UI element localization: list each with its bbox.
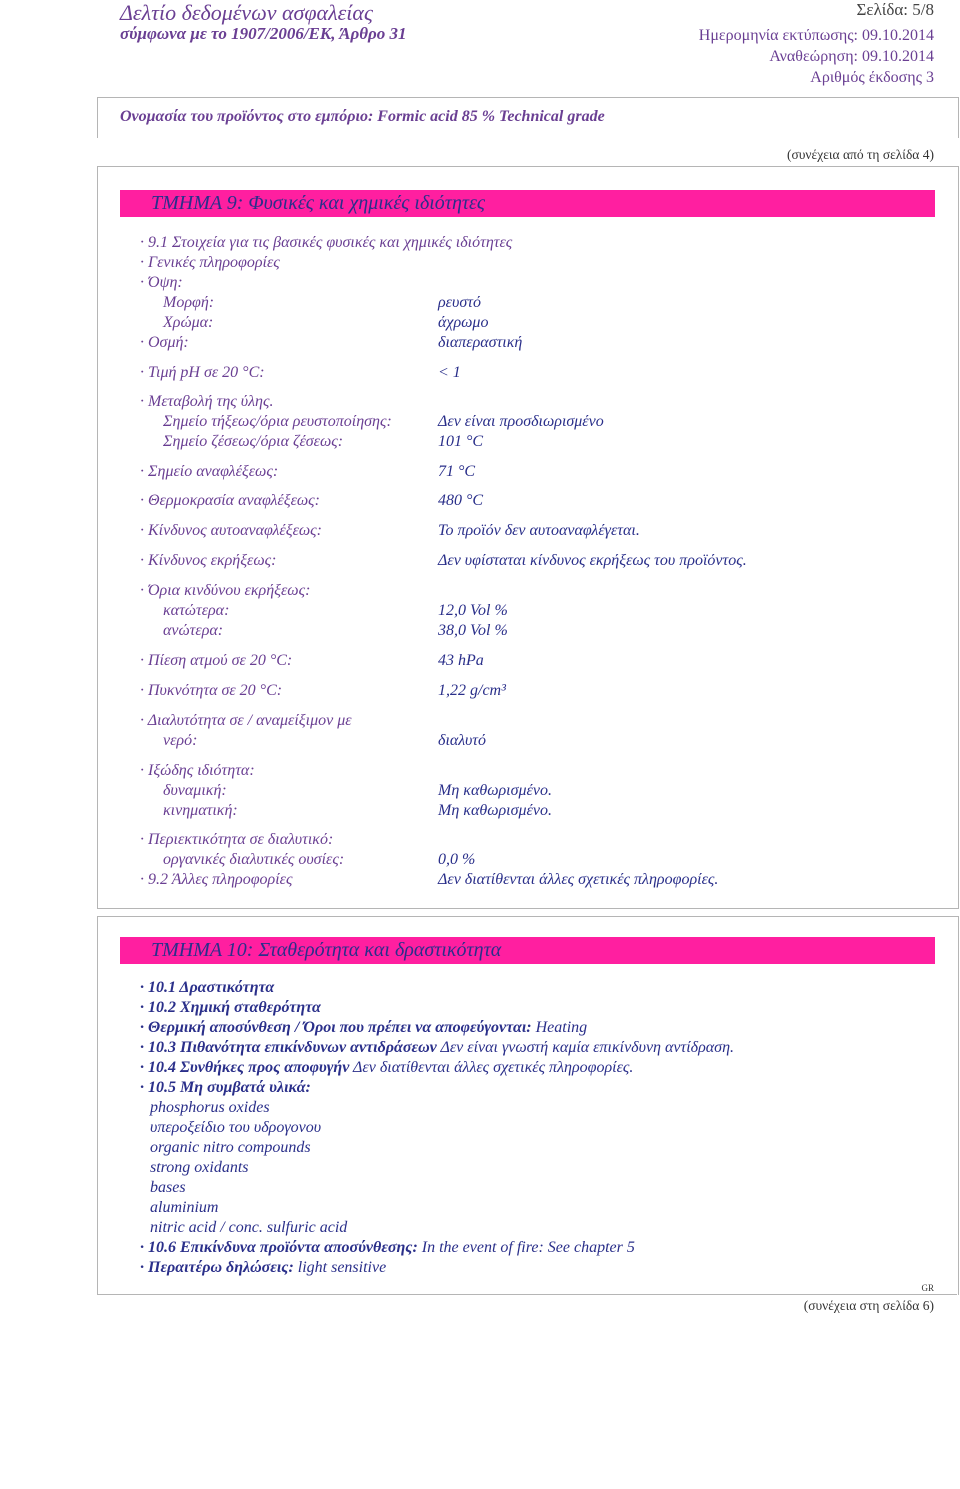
s9-value-self-ignition: Το προϊόν δεν αυτοαναφλέγεται. <box>438 522 640 539</box>
s9-value-flash-point: 71 °C <box>438 463 476 480</box>
s10-item-reactivity: · 10.1 Δραστικότητα <box>140 979 275 996</box>
s10-item-chemical-stability: · 10.2 Χημική σταθερότητα <box>140 999 321 1016</box>
s9-label-organic-solvents: οργανικές διαλυτικές ουσίες: <box>163 851 345 868</box>
s10-label-hazardous-reactions: · 10.3 Πιθανότητα επικίνδυνων αντιδράσεων <box>140 1039 437 1056</box>
s9-value-form: ρευστό <box>438 294 481 311</box>
section-9-title: ΤΜΗΜΑ 9: Φυσικές και χημικές ιδιότητες <box>151 192 486 214</box>
s9-label-ignition-temperature: · Θερμοκρασία αναφλέξεως: <box>140 492 320 509</box>
s9-value-ignition-temperature: 480 °C <box>438 492 484 509</box>
s9-value-boiling-point: 101 °C <box>438 433 484 450</box>
s10-value-thermal-decomposition: Heating <box>535 1019 588 1036</box>
s9-value-other-information: Δεν διατίθενται άλλες σχετικές πληροφορίες. <box>438 871 719 888</box>
s9-value-upper-limit: 38,0 Vol % <box>438 622 508 639</box>
s9-value-odor: διαπεραστική <box>438 334 523 351</box>
s9-value-kinematic: Μη καθωρισμένο. <box>438 802 552 819</box>
s10-incompatible-item: strong oxidants <box>150 1159 249 1176</box>
s10-value-conditions-to-avoid: Δεν διατίθενται άλλες σχετικές πληροφορίες. <box>353 1059 634 1076</box>
s9-label-color: Χρώμα: <box>163 314 214 331</box>
s10-incompatible-item: nitric acid / conc. sulfuric acid <box>150 1219 348 1236</box>
s9-item-basic-properties: · 9.1 Στοιχεία για τις βασικές φυσικές και χημικές ιδιότητες <box>140 234 513 251</box>
s10-incompatible-item: organic nitro compounds <box>150 1139 311 1156</box>
s9-label-vapour-pressure: · Πίεση ατμού σε 20 °C: <box>140 652 293 669</box>
s10-incompatible-item: phosphorus oxides <box>150 1099 270 1116</box>
s9-item-general-info: · Γενικές πληροφορίες <box>140 254 280 271</box>
s9-item-solvent-content: · Περιεκτικότητα σε διαλυτικό: <box>140 831 334 848</box>
s9-label-water: νερό: <box>163 732 198 749</box>
s10-row-conditions-to-avoid <box>140 1058 633 1078</box>
s9-item-viscosity: · Ιξώδης ιδιότητα: <box>140 762 255 779</box>
s10-row-hazardous-reactions <box>140 1038 734 1058</box>
s9-value-dynamic: Μη καθωρισμένο. <box>438 782 552 799</box>
footer-divider <box>97 1294 957 1295</box>
s9-label-form: Μορφή: <box>163 294 215 311</box>
s10-value-decomposition-products: In the event of fire: See chapter 5 <box>421 1239 635 1256</box>
s9-label-dynamic: δυναμική: <box>163 782 227 799</box>
language-code: GR <box>921 1283 934 1293</box>
s9-item-solubility: · Διαλυτότητα σε / αναμείξιμον με <box>140 712 352 729</box>
s9-label-self-ignition: · Κίνδυνος αυτοαναφλέξεως: <box>140 522 322 539</box>
s10-item-incompatible-materials: · 10.5 Μη συμβατά υλικά: <box>140 1079 311 1096</box>
product-name: Ονομασία του προϊόντος στο εμπόριο: Formic acid 85 % Technical grade <box>120 108 605 125</box>
s9-label-odor: · Οσμή: <box>140 334 189 351</box>
s9-label-lower-limit: κατώτερα: <box>163 602 230 619</box>
s10-label-further-statements: · Περαιτέρω δηλώσεις: <box>140 1259 294 1276</box>
s9-label-upper-limit: ανώτερα: <box>163 622 224 639</box>
s9-item-appearance: · Όψη: <box>140 274 183 291</box>
page-number: Σελίδα: 5/8 <box>856 0 934 19</box>
s10-incompatible-item: aluminium <box>150 1199 219 1216</box>
s9-item-explosion-limits: · Όρια κινδύνου εκρήξεως: <box>140 582 311 599</box>
document-title: Δελτίο δεδομένων ασφαλείας <box>120 0 373 25</box>
s9-label-other-information: · 9.2 Άλλες πληροφορίες <box>140 871 293 888</box>
s10-row-further-statements <box>140 1258 386 1278</box>
s9-value-vapour-pressure: 43 hPa <box>438 652 484 669</box>
revision-date: Αναθεώρηση: 09.10.2014 <box>769 48 934 65</box>
s10-row-thermal-decomposition <box>140 1018 587 1038</box>
continued-from: (συνέχεια από τη σελίδα 4) <box>786 147 934 162</box>
s9-label-boiling-point: Σημείο ζέσεως/όρια ζέσεως: <box>163 433 344 450</box>
print-date: Ημερομηνία εκτύπωσης: 09.10.2014 <box>698 27 934 44</box>
regulation-reference: σύμφωνα με το 1907/2006/ΕΚ, Άρθρο 31 <box>120 24 407 43</box>
s10-label-thermal-decomposition: · Θερμική αποσύνθεση / Όροι που πρέπει να αποφεύγονται: <box>140 1019 532 1036</box>
s9-label-density: · Πυκνότητα σε 20 °C: <box>140 682 283 699</box>
s10-value-hazardous-reactions: Δεν είναι γνωστή καμία επικίνδυνη αντίδραση. <box>440 1039 734 1056</box>
s9-label-flash-point: · Σημείο αναφλέξεως: <box>140 463 279 480</box>
s9-value-density: 1,22 g/cm³ <box>438 682 506 699</box>
s9-label-kinematic: κινηματική: <box>163 802 238 819</box>
s9-item-state-change: · Μεταβολή της ύλης. <box>140 393 274 410</box>
s10-row-decomposition-products <box>140 1238 635 1258</box>
s9-value-explosion-danger: Δεν υφίσταται κίνδυνος εκρήξεως του προϊόντος. <box>438 552 747 569</box>
s10-value-further-statements: light sensitive <box>297 1259 387 1276</box>
continued-to: (συνέχεια στη σελίδα 6) <box>803 1298 934 1313</box>
s9-value-lower-limit: 12,0 Vol % <box>438 602 508 619</box>
version-number: Αριθμός έκδοσης 3 <box>810 69 934 86</box>
s10-label-decomposition-products: · 10.6 Επικίνδυνα προϊόντα αποσύνθεσης: <box>140 1239 418 1256</box>
s9-value-melting-point: Δεν είναι προσδιωρισμένο <box>438 413 604 430</box>
s9-value-water: διαλυτό <box>438 732 487 749</box>
s9-value-organic-solvents: 0,0 % <box>438 851 476 868</box>
section-10-banner <box>120 937 935 964</box>
section-10-title: ΤΜΗΜΑ 10: Σταθερότητα και δραστικότητα <box>151 939 502 961</box>
s10-label-conditions-to-avoid: · 10.4 Συνθήκες προς αποφυγήν <box>140 1059 350 1076</box>
s9-label-melting-point: Σημείο τήξεως/όρια ρευστοποίησης: <box>163 413 392 430</box>
s9-label-ph: · Τιμή pH σε 20 °C: <box>140 364 265 381</box>
section-9-banner <box>120 190 935 217</box>
s10-incompatible-item: υπεροξείδιο του υδρογονου <box>150 1119 322 1136</box>
s10-incompatible-item: bases <box>150 1179 186 1196</box>
s9-label-explosion-danger: · Κίνδυνος εκρήξεως: <box>140 552 277 569</box>
s9-value-ph: < 1 <box>438 364 461 381</box>
s9-value-color: άχρωμο <box>438 314 489 331</box>
